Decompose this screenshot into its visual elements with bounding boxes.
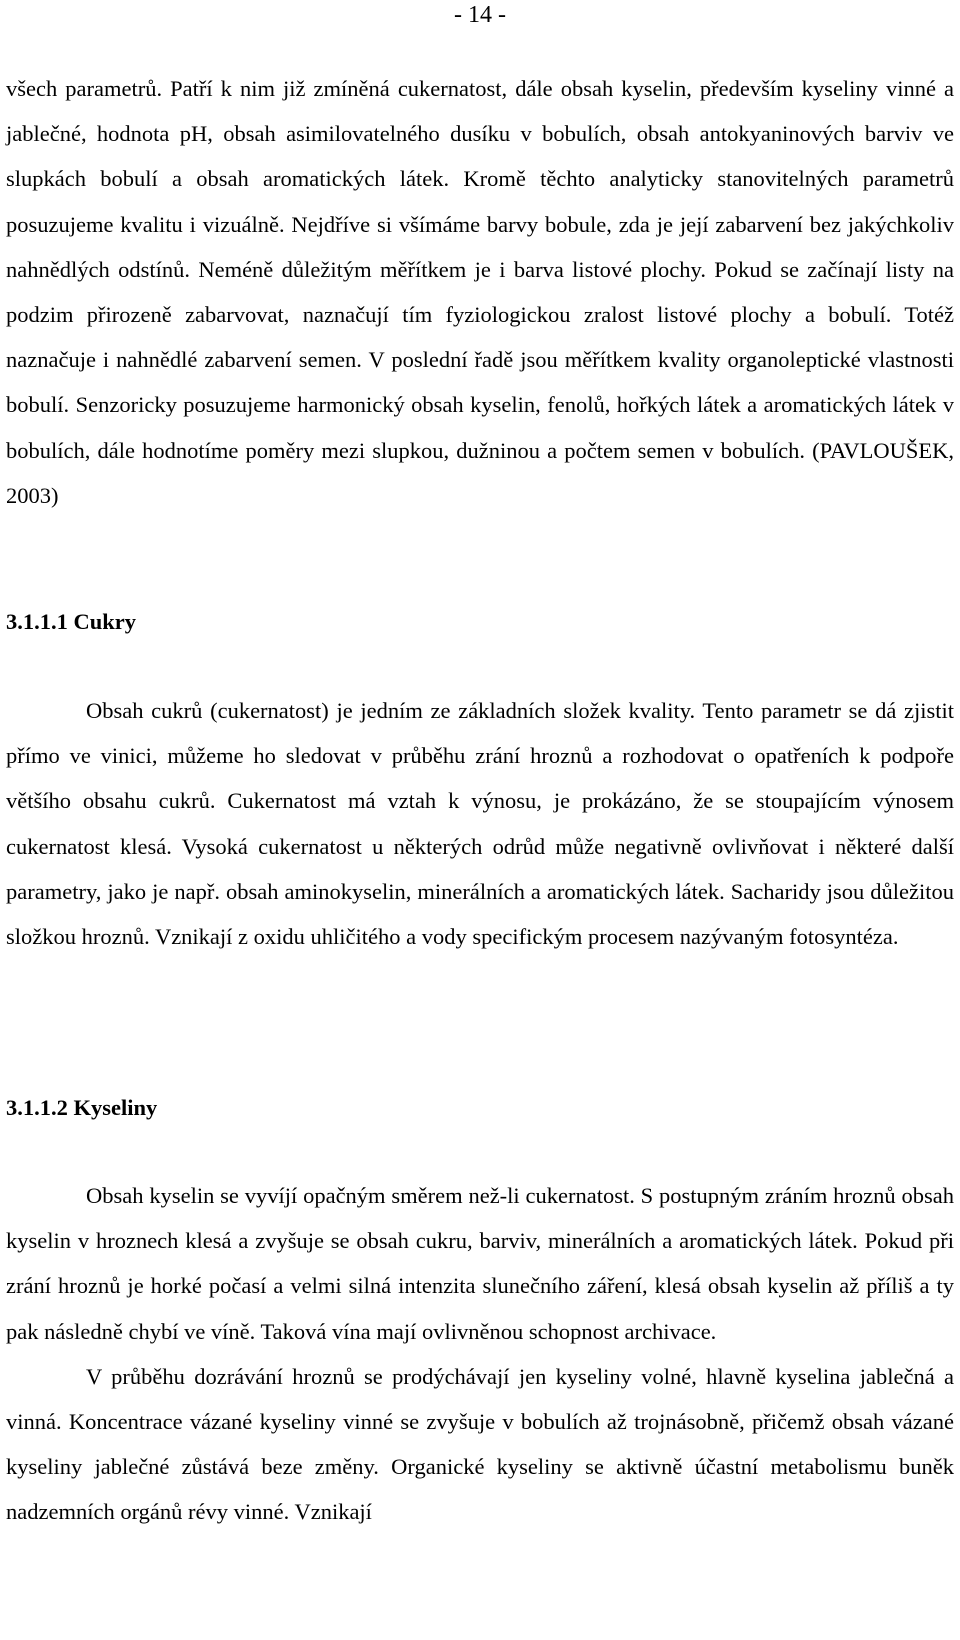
heading-cukry: 3.1.1.1 Cukry <box>6 609 137 634</box>
paragraph-kyseliny-2: V průběhu dozrávání hroznů se prodýchávají jen kyseliny volné, hlavně kyselina jablečná a vinná. Koncentrace vázané kyseliny vinné se zvyšuje v bobulích až trojnásobně, přičemž obsah vázané kyseliny jablečné zůstává beze změny. Organické kyseliny se aktivně účastní metabolismu buněk nadzemních orgánů révy vinné. Vznikají <box>6 1363 954 1525</box>
paragraph-kyseliny-1: Obsah kyselin se vyvíjí opačným směrem než-li cukernatost. S postupným zráním hroznů obsah kyselin v hroznech klesá a zvyšuje se obsah cukru, barviv, minerálních a aromatických látek. Pokud při zrání hroznů je horké počasí a velmi silná intenzita slunečního záření, klesá obsah kyselin až příliš a ty pak následně chybí ve víně. Taková vína mají ovlivněnou schopnost archivace. <box>6 1183 954 1344</box>
paragraph-parameters: všech parametrů. Patří k nim již zmíněná cukernatost, dále obsah kyselin, především kyseliny vinné a jablečné, hodnota pH, obsah asimilovatelného dusíku v bobulích, obsah antokyaninových barviv ve slupkách bobulí a obsah aromatických látek. Kromě těchto analyticky stanovitelných parametrů posuzujeme kvalitu i vizuálně. Nejdříve si všímáme barvy bobule, zda je její zabarvení bez jakýchkoliv nahnědlých odstínů. Neméně důležitým měřítkem je i barva listové plochy. Pokud se začínají listy na podzim přirozeně zabarvovat, naznačují tím fyziologickou zralost listové plochy a bobulí. Totéž naznačuje i nahnědlé zabarvení semen. V poslední řadě jsou měřítkem kvality organoleptické vlastnosti bobulí. Senzoricky posuzujeme harmonický obsah kyselin, fenolů, hořkých látek a aromatických látek v bobulích, dále hodnotíme poměry mezi slupkou, dužninou a počtem semen v bobulích. (PAVLOUŠEK, 2003) <box>6 76 954 508</box>
heading-kyseliny: 3.1.1.2 Kyseliny <box>6 1095 158 1120</box>
paragraph-parameters-block <box>6 66 954 518</box>
paragraph-cukry: Obsah cukrů (cukernatost) je jedním ze základních složek kvality. Tento parametr se dá zjistit přímo ve vinici, můžeme ho sledovat v průběhu zrání hroznů a rozhodovat o opatřeních k podpoře většího obsahu cukrů. Cukernatost má vztah k výnosu, je prokázáno, že se stoupajícím výnosem cukernatost klesá. Vysoká cukernatost u některých odrůd může negativně ovlivňovat i některé další parametry, jako je např. obsah aminokyselin, minerálních a aromatických látek. Sacharidy jsou důležitou složkou hroznů. Vznikají z oxidu uhličitého a vody specifickým procesem nazývaným fotosyntéza. <box>6 698 954 950</box>
paragraph-kyseliny-block <box>6 1173 954 1535</box>
paragraph-cukry-block <box>6 688 954 959</box>
page-number: - 14 - <box>454 2 506 28</box>
